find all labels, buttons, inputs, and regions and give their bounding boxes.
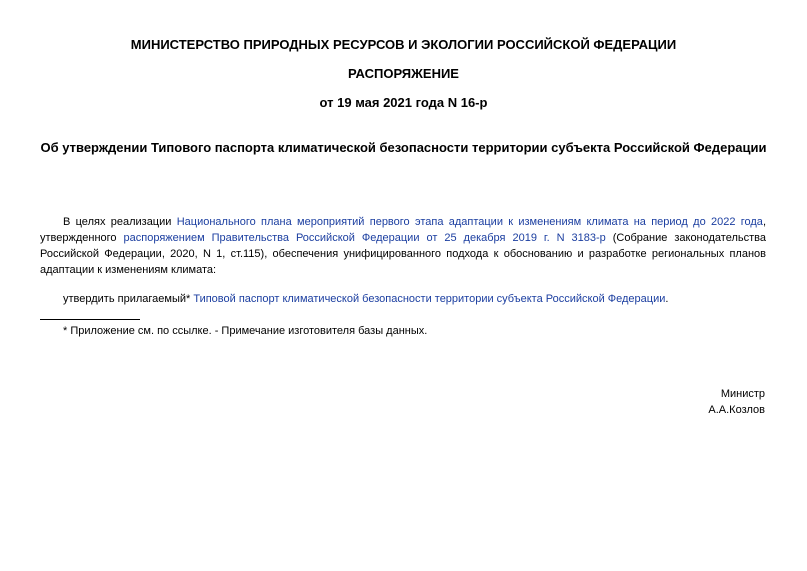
signature-name: А.А.Козлов [708,404,765,416]
signature-position: Министр [720,388,765,400]
link-government-order[interactable]: распоряжением Правительства Российской Федерации от 25 декабря 2019 г. N 3183-р [123,232,606,244]
resolution-text-1: утвердить прилагаемый* [63,293,194,305]
link-national-plan[interactable]: Национального плана мероприятий первого этапа адаптации к изменениям климата на период до 2022 года [176,216,763,228]
document-type: РАСПОРЯЖЕНИЕ [348,66,459,81]
preamble-text-2: , утвержденного [40,216,766,244]
paragraph-resolution [40,291,766,307]
document-date-number: от 19 мая 2021 года N 16-р [319,95,488,110]
paragraph-preamble [40,214,766,278]
link-typical-passport[interactable]: Типовой паспорт климатической безопасности территории субъекта Российской Федерации [193,293,666,305]
ministry-heading: МИНИСТЕРСТВО ПРИРОДНЫХ РЕСУРСОВ И ЭКОЛОГИИ РОССИЙСКОЙ ФЕДЕРАЦИИ [130,37,677,52]
document-title: Об утверждении Типового паспорта климатической безопасности территории субъекта Российской Федерации [40,140,767,155]
footnote-divider [40,319,140,320]
preamble-text-1: В целях реализации [63,216,177,228]
footnote: * Приложение см. по ссылке. - Примечание изготовителя базы данных. [63,325,428,337]
resolution-text-2: . [665,293,669,305]
preamble-text-3: (Собрание законодательства Российской Федерации, 2020, N 1, ст.115), обеспечения унифицированного подхода к обоснованию и разработке региональных планов адаптации к изменениям климата: [40,232,766,276]
